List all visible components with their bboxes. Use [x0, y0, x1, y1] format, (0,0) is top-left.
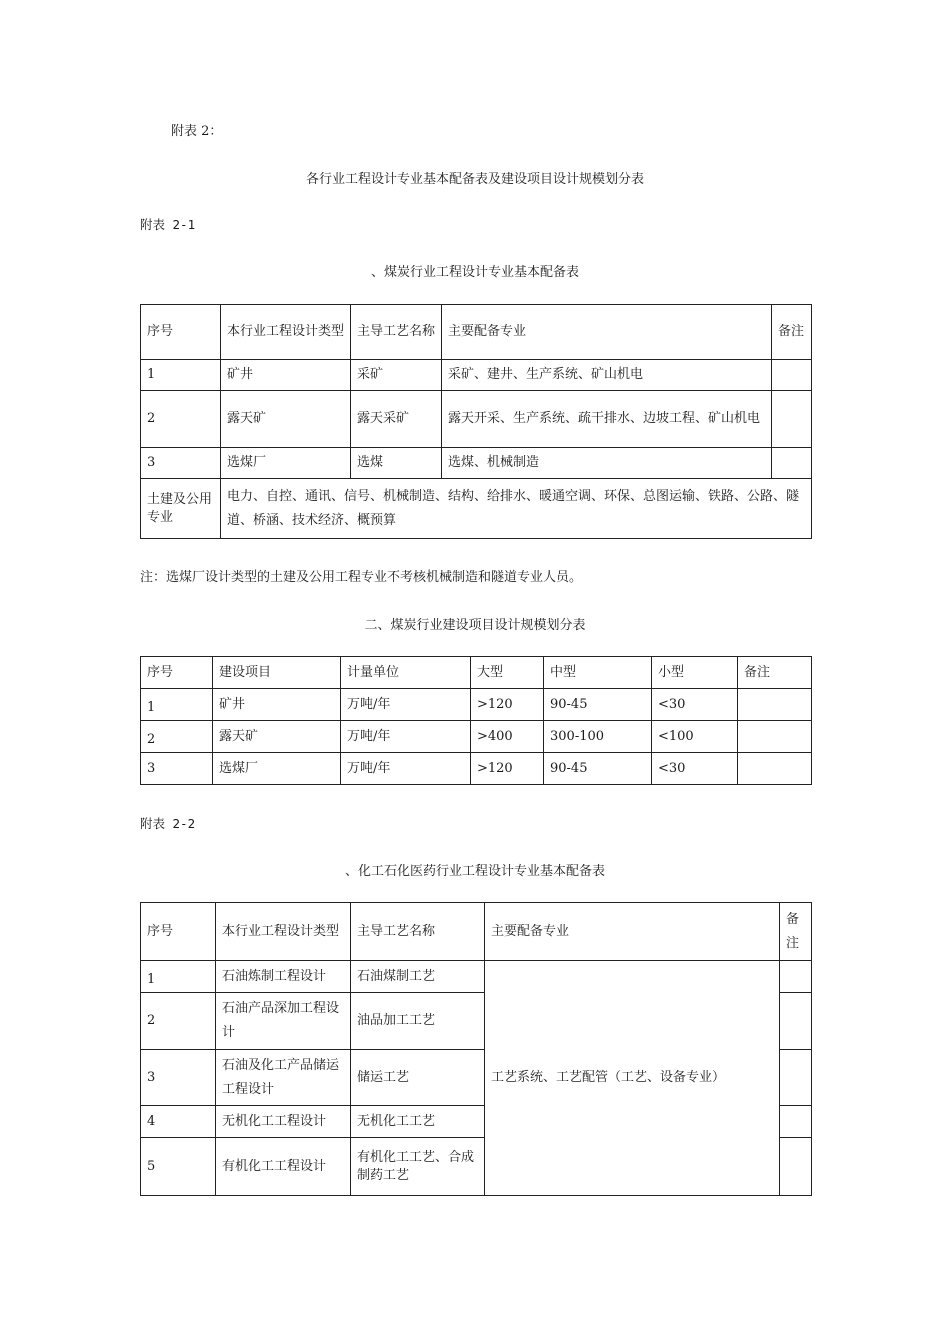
- civil-value-cell: 电力、自控、通讯、信号、机械制造、结构、给排水、暖通空调、环保、总图运输、铁路、公路、隧道、桥涵、技术经济、概预算: [221, 479, 812, 539]
- header-cell: 备注: [780, 903, 812, 961]
- header-cell: 建设项目: [213, 657, 341, 689]
- section-label-2-2: 附表 2-2: [140, 816, 196, 831]
- table-cell: [780, 993, 812, 1050]
- table-cell: 选煤: [351, 448, 442, 479]
- table-cell: <30: [652, 689, 738, 721]
- header-cell: 序号: [141, 657, 213, 689]
- table-cell: >400: [471, 721, 544, 753]
- header-cell: 备注: [772, 305, 812, 360]
- table-cell: <100: [652, 721, 738, 753]
- table-cell: 矿井: [221, 360, 351, 391]
- table-cell: 4: [141, 1106, 216, 1138]
- table-row: [141, 391, 812, 448]
- table-cell: 露天开采、生产系统、疏干排水、边坡工程、矿山机电: [442, 391, 772, 448]
- table-header-row: [141, 657, 812, 689]
- table-cell: 石油煤制工艺: [351, 961, 485, 993]
- table-row: [141, 753, 812, 785]
- header-cell: 序号: [141, 903, 216, 961]
- table-cell: [738, 689, 812, 721]
- table-cell: [780, 1138, 812, 1196]
- document-title: 各行业工程设计专业基本配备表及建设项目设计规模划分表: [305, 172, 644, 187]
- table-cell: <30: [652, 753, 738, 785]
- note-text: 注：选煤厂设计类型的土建及公用工程专业不考核机械制造和隧道专业人员。: [140, 570, 583, 585]
- coal-specialty-table: [140, 304, 812, 539]
- chemical-specialty-table: [140, 902, 812, 1196]
- section-title-chemical-specialty: 、化工石化医药行业工程设计专业基本配备表: [344, 864, 605, 879]
- table-cell: 2: [141, 993, 216, 1050]
- header-cell: 本行业工程设计类型: [216, 903, 351, 961]
- table-cell: 2: [141, 391, 221, 448]
- table-cell: 1: [141, 689, 213, 721]
- table-cell: 选煤、机械制造: [442, 448, 772, 479]
- table-cell: 无机化工工程设计: [216, 1106, 351, 1138]
- header-cell: 中型: [544, 657, 652, 689]
- header-cell: 序号: [141, 305, 221, 360]
- table-cell: 1: [141, 961, 216, 993]
- shared-specialty-cell: 工艺系统、工艺配管（工艺、设备专业）: [485, 961, 780, 1196]
- table-cell: 储运工艺: [351, 1050, 485, 1106]
- table-header-row: [141, 903, 812, 961]
- header-cell: 小型: [652, 657, 738, 689]
- table-cell: 万吨/年: [341, 689, 471, 721]
- header-cell: 主导工艺名称: [351, 305, 442, 360]
- table-cell: 露天采矿: [351, 391, 442, 448]
- table-cell: 选煤厂: [221, 448, 351, 479]
- table-cell: 3: [141, 448, 221, 479]
- table-cell: 矿井: [213, 689, 341, 721]
- header-cell: 主导工艺名称: [351, 903, 485, 961]
- table-row: [141, 448, 812, 479]
- coal-scale-table: [140, 656, 812, 785]
- table-cell: [780, 1050, 812, 1106]
- table-cell: 采矿、建井、生产系统、矿山机电: [442, 360, 772, 391]
- table-cell: 3: [141, 1050, 216, 1106]
- table-cell: 有机化工工艺、合成制药工艺: [351, 1138, 485, 1196]
- table-cell: [772, 391, 812, 448]
- header-cell: 本行业工程设计类型: [221, 305, 351, 360]
- table-cell: 油品加工工艺: [351, 993, 485, 1050]
- table-row: [141, 689, 812, 721]
- section-title-coal-specialty: 、煤炭行业工程设计专业基本配备表: [370, 265, 579, 280]
- table-row: [141, 721, 812, 753]
- table-cell: 采矿: [351, 360, 442, 391]
- table-cell: 2: [141, 721, 213, 753]
- table-cell: 石油及化工产品储运工程设计: [216, 1050, 351, 1106]
- table-cell: 露天矿: [213, 721, 341, 753]
- header-cell: 计量单位: [341, 657, 471, 689]
- table-cell: 300-100: [544, 721, 652, 753]
- table-cell: [780, 1106, 812, 1138]
- table-cell: 无机化工工艺: [351, 1106, 485, 1138]
- table-cell: 90-45: [544, 753, 652, 785]
- section-label-2-1: 附表 2-1: [140, 217, 196, 232]
- header-cell: 备注: [738, 657, 812, 689]
- appendix-heading: 附表 2：: [171, 124, 223, 139]
- table-cell: 5: [141, 1138, 216, 1196]
- table-cell: 石油产品深加工程设计: [216, 993, 351, 1050]
- table-cell: [780, 961, 812, 993]
- table-cell: 有机化工工程设计: [216, 1138, 351, 1196]
- header-cell: 主要配备专业: [485, 903, 780, 961]
- table-row: [141, 961, 812, 993]
- table-cell: 万吨/年: [341, 721, 471, 753]
- section-title-coal-scale: 二、煤炭行业建设项目设计规模划分表: [364, 618, 586, 633]
- table-cell: >120: [471, 689, 544, 721]
- table-cell: 1: [141, 360, 221, 391]
- table-cell: 90-45: [544, 689, 652, 721]
- table-cell: 石油炼制工程设计: [216, 961, 351, 993]
- table-cell: [738, 721, 812, 753]
- table-cell: 选煤厂: [213, 753, 341, 785]
- table-cell: 万吨/年: [341, 753, 471, 785]
- table-cell: 3: [141, 753, 213, 785]
- civil-label-cell: 土建及公用专业: [141, 479, 221, 539]
- table-row: [141, 360, 812, 391]
- table-row-civil: [141, 479, 812, 539]
- table-cell: >120: [471, 753, 544, 785]
- table-cell: [772, 360, 812, 391]
- header-cell: 主要配备专业: [442, 305, 772, 360]
- table-cell: [738, 753, 812, 785]
- table-cell: 露天矿: [221, 391, 351, 448]
- header-cell: 大型: [471, 657, 544, 689]
- table-cell: [772, 448, 812, 479]
- table-header-row: [141, 305, 812, 360]
